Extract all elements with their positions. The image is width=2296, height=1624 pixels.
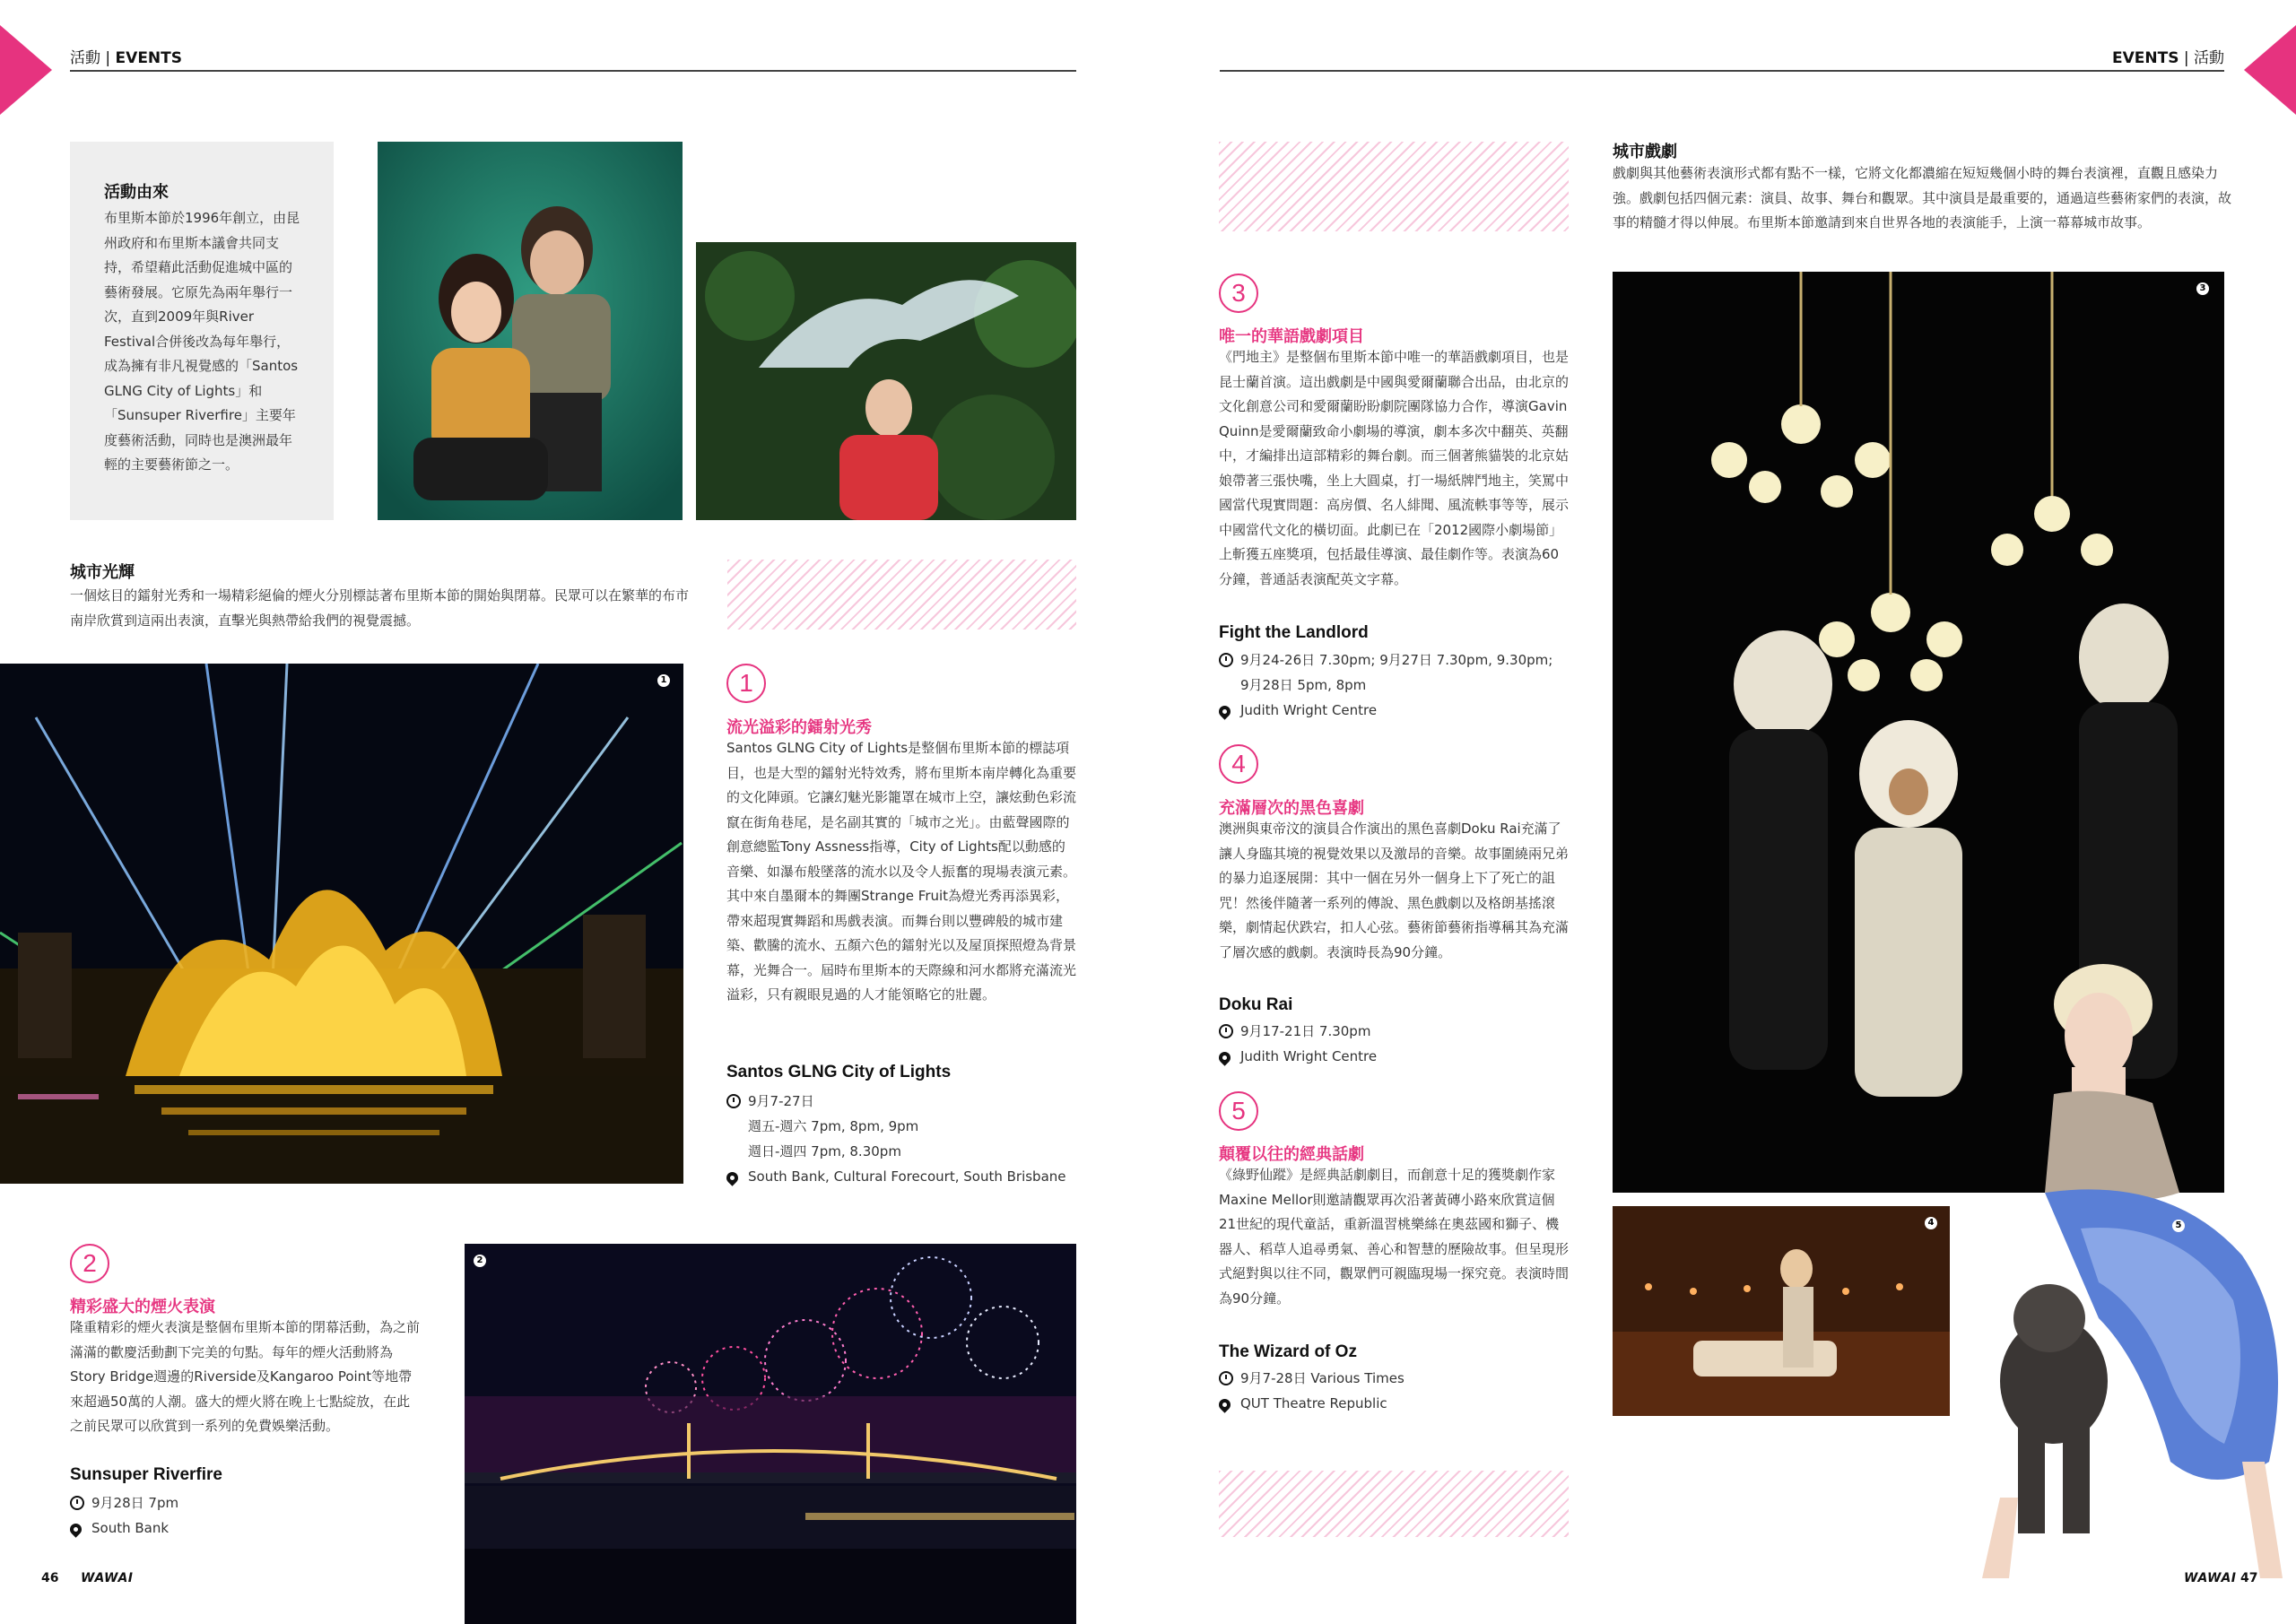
city-theatre-title: 城市戲劇 <box>1613 143 1677 161</box>
event-description: 《綠野仙蹤》是經典話劇劇目，而創意十足的獲獎劇作家Maxine Mellor則邀請觀眾再次沿著黃磚小路來欣賞這個21世紀的現代童話，重新溫習桃樂絲在奧茲國和獅子、機器人、稻草人追尋勇氣、善心和智慧的歷險故事。但呈現形式絕對與以往不同，觀眾們可親臨現場一探究竟。表演時間為90分鐘。 <box>1219 1167 1570 1307</box>
clock-icon <box>1219 1024 1233 1038</box>
event-description: 澳洲與東帝汶的演員合作演出的黑色喜劇Doku Rai充滿了讓人身臨其境的視覺效果以及激昂的音樂。故事圍繞兩兄弟的暴力追逐展開：其中一個在另外一個身上下了死亡的詛咒！然後伴隨著一系列的傳說、黑色戲劇以及格朗基搖滾樂，劇情起伏跌宕，扣人心弦。藝術節藝術指導稱其為充滿了層次感的戲劇。表演時長為90分鐘。 <box>1219 821 1570 960</box>
page-number-left: 46 <box>41 1571 59 1585</box>
clock-icon <box>726 1094 741 1108</box>
clock-icon <box>70 1496 84 1510</box>
event-venue-row: South Bank <box>70 1515 411 1541</box>
sidebar-title: 活動由來 <box>104 183 169 202</box>
event-info <box>1219 647 1578 723</box>
header-cn-label: 活動 | <box>70 49 116 67</box>
event-time-row: 9月28日 5pm, 8pm <box>1240 677 1367 693</box>
photo-laser-show <box>0 664 683 1184</box>
location-pin-icon <box>67 1521 83 1537</box>
page-number-right: 47 <box>2240 1571 2258 1585</box>
clock-icon <box>1219 1371 1233 1385</box>
photo-fireworks <box>465 1244 1076 1624</box>
event-time-row: 9月17-21日 7.30pm <box>1219 1019 1578 1044</box>
event-time-row: 週日-週四 7pm, 8.30pm <box>748 1143 901 1159</box>
event-name: Doku Rai <box>1219 995 1293 1014</box>
event-name: Fight the Landlord <box>1219 623 1369 642</box>
event-heading: 顛覆以往的經典話劇 <box>1219 1145 1364 1164</box>
event-info <box>1219 1019 1578 1069</box>
city-theatre-text: 戲劇與其他藝術表演形式都有點不一樣，它將文化都濃縮在短短幾個小時的舞台表演裡，直觀且感染力強。戲劇包括四個元素：演員、故事、舞台和觀眾。其中演員是最重要的，通過這些藝術家們的表演，故事的精髓才得以伸展。布里斯本節邀請到來自世界各地的表演能手，上演一幕幕城市故事。 <box>1613 165 2232 230</box>
photo-badge: 2 <box>474 1255 486 1267</box>
event-time-row: 9月24-26日 7.30pm; 9月27日 7.30pm, 9.30pm; <box>1219 647 1578 673</box>
photo-badge: 4 <box>1925 1217 1937 1229</box>
event-time-row: 9月7-28日 Various Times <box>1219 1366 1578 1391</box>
event-venue-row: Judith Wright Centre <box>1219 1044 1578 1069</box>
event-time-row: 9月28日 7pm <box>70 1490 411 1515</box>
sidebar-text: 布里斯本節於1996年創立，由昆州政府和布里斯本議會共同支持，希望藉此活動促進城中區的藝術發展。它原先為兩年舉行一次，直到2009年與River Festival合併後改為每年舉行，成為擁有非凡視覺感的「Santos GLNG City of Lights」和「Sunsuper Riverfire」主要年度藝術活動，同時也是澳洲最年輕的主要藝術節之一。 <box>104 210 300 473</box>
stripe-decoration <box>1219 1471 1569 1537</box>
event-description: Santos GLNG City of Lights是整個布里斯本節的標誌項目，也是大型的鐳射光特效秀，將布里斯本南岸轉化為重要的文化陣頭。它讓幻魅光影籠罩在城市上空，讓炫動色彩流竄在街角巷尾，是名副其實的「城市之光」。由藍聲國際的創意總監Tony Assness指導，City of Lights配以動感的音樂、如瀑布般墜落的流水以及令人振奮的現場表演元素。其中來自墨爾本的舞團Strange Fruit為燈光秀再添異彩，帶來超現實舞蹈和馬戲表演。而舞台則以豐碑般的城市建築、歡騰的流水、五顏六色的鐳射光以及屋頂探照燈為背景幕，光舞合一。屆時布里斯本的天際線和河水都將充滿流光溢彩，只有親眼見過的人才能領略它的壯麗。 <box>726 740 1077 1003</box>
photo-badge: 1 <box>657 674 670 687</box>
event-name: Santos GLNG City of Lights <box>726 1063 952 1081</box>
header-en-label: EVENTS <box>2112 49 2179 67</box>
event-heading: 唯一的華語戲劇項目 <box>1219 327 1364 346</box>
stripe-decoration <box>1219 142 1569 231</box>
event-info <box>1219 1366 1578 1416</box>
header-rule <box>1220 70 2224 72</box>
pink-corner-marker <box>2244 25 2296 115</box>
event-heading: 流光溢彩的鐳射光秀 <box>726 718 872 737</box>
event-number-badge: 3 <box>1219 274 1258 313</box>
origin-sidebar <box>70 142 334 520</box>
event-heading: 精彩盛大的煙火表演 <box>70 1298 215 1316</box>
photo-artists-couple <box>378 142 683 520</box>
event-info <box>70 1490 411 1541</box>
event-info <box>726 1089 1085 1189</box>
location-pin-icon <box>1216 1049 1232 1065</box>
photo-dorothy-with-dog <box>1946 960 2296 1587</box>
event-number-badge: 5 <box>1219 1091 1258 1131</box>
event-venue-row: South Bank, Cultural Forecourt, South Brisbane <box>726 1164 1085 1189</box>
event-time-row: 週五-週六 7pm, 8pm, 9pm <box>748 1118 919 1134</box>
location-pin-icon <box>1216 703 1232 719</box>
header-cn-label: | 活動 <box>2179 49 2224 67</box>
event-number-badge: 4 <box>1219 744 1258 784</box>
event-heading: 充滿層次的黑色喜劇 <box>1219 799 1364 818</box>
section-header-right <box>2112 45 2224 67</box>
event-description: 《門地主》是整個布里斯本節中唯一的華語戲劇項目，也是昆士蘭首演。這出戲劇是中國與愛爾蘭聯合出品，由北京的文化創意公司和愛爾蘭盼盼劇院團隊協力合作，導演Gavin Quinn是愛爾蘭致命小劇場的導演，劇本多次中翻英、英翻中，才編排出這部精彩的舞台劇。而三個著熊貓裝的北京姑娘帶著三張快嘴，坐上大圓桌，打一場紙牌鬥地主，笑罵中國當代現實問題：高房價、名人緋聞、風流軼事等等，展示中國當代文化的橫切面。此劇已在「2012國際小劇場節」上斬獲五座獎項，包括最佳導演、最佳劇作等。表演為60分鐘，普通話表演配英文字幕。 <box>1219 349 1570 587</box>
header-en-label: EVENTS <box>115 49 182 67</box>
city-lights-text: 一個炫目的鐳射光秀和一場精彩絕倫的煙火分別標誌著布里斯本節的開始與閉幕。民眾可以在繁華的布市南岸欣賞到這兩出表演，直擊光與熱帶給我們的視覺震撼。 <box>70 587 690 629</box>
section-header-left <box>70 45 182 67</box>
event-time-row: 9月7-27日 <box>726 1089 1085 1114</box>
event-venue-row: QUT Theatre Republic <box>1219 1391 1578 1416</box>
header-rule <box>70 70 1076 72</box>
clock-icon <box>1219 653 1233 667</box>
city-lights-title: 城市光輝 <box>70 563 135 582</box>
location-pin-icon <box>1216 1396 1232 1412</box>
photo-badge: 5 <box>2172 1220 2185 1232</box>
magazine-logo-left: WAWAI <box>81 1571 134 1585</box>
event-number-badge: 1 <box>726 664 766 703</box>
magazine-logo-right: WAWAI <box>2184 1571 2237 1585</box>
photo-badge: 3 <box>2196 282 2209 295</box>
event-venue-row: Judith Wright Centre <box>1219 698 1578 723</box>
stripe-decoration <box>727 560 1076 630</box>
location-pin-icon <box>724 1169 740 1185</box>
event-name: Sunsuper Riverfire <box>70 1465 222 1484</box>
pink-corner-marker <box>0 25 52 115</box>
event-name: The Wizard of Oz <box>1219 1342 1357 1361</box>
photo-water-splash <box>696 242 1076 520</box>
event-description: 隆重精彩的煙火表演是整個布里斯本節的閉幕活動，為之前滿滿的歡慶活動劃下完美的句點。每年的煙火活動將為Story Bridge週邊的Riverside及Kangaroo Point等地帶來超過50萬的人潮。盛大的煙火將在晚上七點綻放，在此之前民眾可以欣賞到一系列的免費娛樂活動。 <box>70 1319 421 1434</box>
event-number-badge: 2 <box>70 1244 109 1283</box>
photo-stage-scene <box>1613 1206 1950 1416</box>
